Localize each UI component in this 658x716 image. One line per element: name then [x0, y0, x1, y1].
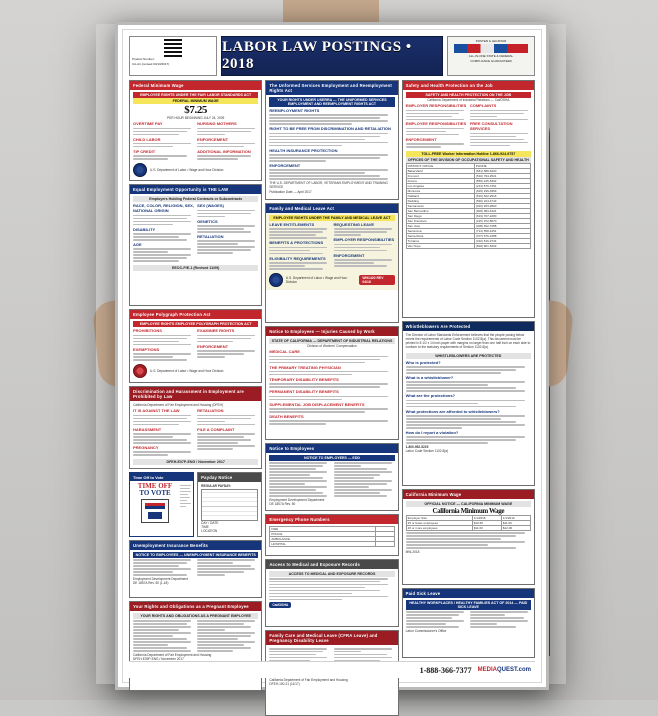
eeo-section-3: SEX (WAGES) — [197, 203, 224, 209]
emergency-label-3: HOSPITAL — [270, 541, 376, 546]
table-row: Los Angeles (213) 576-7451 — [406, 184, 530, 189]
panel-discrimination-harassment — [129, 386, 262, 469]
userra-section-1: RIGHT TO BE FREE FROM DISCRIMINATION AND RETALIATION — [269, 126, 391, 132]
table-row: Redding (530) 224-4743 — [406, 199, 530, 204]
injuries-section-5: DEATH BENEFITS — [269, 413, 304, 419]
product-number-label: Product Number: — [132, 57, 155, 61]
panel-employee-polygraph-protection-act — [129, 309, 262, 383]
injuries-section-1: THE PRIMARY TREATING PHYSICIAN — [269, 364, 341, 370]
userra-footer-band: Publication Date — April 2017 — [269, 189, 312, 194]
discrimination-section-4: FILE A COMPLAINT — [197, 426, 235, 432]
compliance-line1: POSTER & LEGISTAR — [475, 39, 507, 43]
panel-notice-to-employees — [265, 443, 398, 511]
fmw-wage-note: PER HOUR BEGINNING JULY 24, 2009 — [167, 116, 225, 120]
safety-section-1: EMPLOYEE RESPONSIBILITIES — [405, 121, 467, 127]
eppa-agency: U.S. Department of Labor • Wage and Hour Division — [150, 368, 224, 373]
panel-title-paid-sick-leave: Paid Sick Leave — [403, 589, 534, 598]
panel-equal-employment-opportunity — [129, 184, 262, 306]
panel-paid-sick-leave — [402, 588, 535, 658]
poster-column-right — [402, 80, 535, 658]
eeo-band: Employers Holding Federal Contracts or Subcontracts — [133, 196, 258, 202]
fmla-agency: U.S. Department of Labor • Wage and Hour Division — [285, 275, 348, 285]
dol-seal-icon-2 — [133, 364, 147, 378]
safety-hotline: 1-866-924-9757 — [489, 152, 516, 157]
panel-california-minimum-wage — [402, 489, 535, 585]
poster-title-banner — [221, 36, 443, 76]
cmw-header-0: Employer Size — [406, 516, 472, 521]
panel-time-off-to-vote — [129, 472, 194, 537]
footer-phone[interactable]: 1-888-366-7377 — [419, 665, 472, 675]
poster-header — [129, 36, 535, 76]
brand-name-blue: QUEST.com — [496, 667, 531, 673]
userra-subtitle: YOUR RIGHTS UNDER USERRA — THE UNIFORMED SERVICES EMPLOYMENT AND REEMPLOYMENT RIGHTS ACT — [269, 97, 394, 107]
table-row: Fremont (510) 794-2521 — [406, 174, 530, 179]
discrimination-agency: California Department of Fair Employment and Housing (DFEH) — [133, 403, 223, 408]
poster-column-left — [129, 80, 262, 662]
panel-title-safety-health: Safety and Health Protection on the Job — [403, 81, 534, 90]
panel-emergency-phone-numbers — [265, 514, 398, 556]
table-row: 26 or more employees $11.00 $12.00 — [406, 526, 530, 531]
labor-law-poster — [115, 22, 549, 690]
panel-title-time-off-to-vote: Time Off to Vote — [130, 473, 193, 481]
eppa-subtitle: EMPLOYEE RIGHTS EMPLOYEE POLYGRAPH PROTECTION ACT — [133, 321, 258, 327]
compliance-line3: COMPLIANCE GUARANTEED — [470, 59, 512, 63]
injuries-section-3: PERMANENT DISABILITY BENEFITS — [269, 389, 339, 395]
panel-title-injuries: Notice to Employees — Injuries Caused by Work — [266, 327, 397, 336]
injuries-section-0: MEDICAL CARE — [269, 349, 300, 355]
compliance-line2: ALL-IN-ONE STATE & FEDERAL — [468, 54, 514, 58]
fmla-subtitle: EMPLOYEE RIGHTS UNDER THE FAMILY AND MEDICAL LEAVE ACT — [269, 215, 394, 221]
psl-agency: Labor Commissioner's Office — [405, 629, 447, 634]
userra-section-2: HEALTH INSURANCE PROTECTION — [269, 147, 338, 153]
table-row: Bakersfield (661) 588-6400 — [406, 169, 530, 174]
table-row: Oakland (510) 622-2916 — [406, 194, 530, 199]
cfra-footer-band: DFEH-100-21 (11/17) — [269, 681, 300, 686]
whistleblower-lead: The Director of Labor Standards Enforcement believes that the people posing below meets the requirements of Labor Code Section 1102.8(a). This document must be printed in 8 1/2 x 14 inch paper with margins no larger than one half inch on each side to conform to the statutory requirements of Section 1102.8(a). — [405, 333, 531, 350]
panel-title-userra: The Unformed Services Employment and Reemployment Rights Act — [266, 81, 397, 95]
ca-minimum-wage-table — [406, 515, 531, 531]
qr-code-icon — [164, 39, 182, 57]
fmw-agency: U.S. Department of Labor • Wage and Hour Division — [150, 168, 224, 173]
table-row: Fresno (559) 445-5302 — [406, 179, 530, 184]
panel-access-medical-exposure-records — [265, 559, 398, 627]
poster-footer — [129, 661, 535, 678]
panel-federal-minimum-wage — [129, 80, 262, 181]
product-number-value: CA-A1 (revised 04/13/2017) — [132, 61, 170, 66]
panel-title-emergency-numbers: Emergency Phone Numbers — [266, 515, 397, 524]
nte-band: NOTICE TO EMPLOYEES — EDD — [269, 455, 394, 461]
whistleblower-q-3: What protections are afforded to whistleblowers? — [405, 408, 500, 414]
fmw-section-2: TIP CREDIT — [133, 148, 156, 154]
cmw-header-2: 1/1/2019 — [501, 516, 530, 521]
injuries-band: STATE OF CALIFORNIA — DEPARTMENT OF INDUSTRIAL RELATIONS — [269, 338, 394, 344]
payday-form-fields[interactable] — [201, 489, 258, 521]
access-band: ACCESS TO MEDICAL AND EXPOSURE RECORDS — [269, 571, 394, 577]
panel-title-ca-minimum-wage: California Minimum Wage — [403, 490, 534, 499]
injuries-subtitle: Division of Workers' Compensation — [307, 344, 357, 348]
panel-title-discrimination: Discrimination and Harassment in Employment are Prohibited by Law — [130, 387, 261, 401]
eeo-section-5: RETALIATION — [197, 233, 224, 239]
fmw-section-3: NURSING MOTHERS — [197, 121, 237, 127]
discrimination-section-2: PREGNANCY — [133, 445, 159, 451]
panel-safety-health-protection — [402, 80, 535, 318]
whistleblower-hotline: 1-800-952-5225 — [405, 445, 429, 450]
osha-table-header-0: DISTRICT OFFICE — [406, 164, 474, 169]
fmw-section-5: ADDITIONAL INFORMATION — [197, 148, 251, 154]
panel-fmla — [265, 203, 398, 323]
eppa-section-3: ENFORCEMENT — [197, 343, 229, 349]
emergency-label-0: FIRE — [270, 526, 376, 531]
safety-section-4: FREE CONSULTATION SERVICES — [469, 121, 513, 132]
emergency-label-1: POLICE — [270, 531, 376, 536]
userra-section-4: THE U.S. DEPARTMENT OF LABOR, VETERANS EMPLOYMENT AND TRAINING SERVICE — [269, 181, 388, 190]
whistleblower-q-1: What is a whistleblower? — [405, 374, 454, 380]
eppa-section-1: EXEMPTIONS — [133, 346, 160, 352]
fmla-section-2: ELIGIBILITY REQUIREMENTS — [269, 255, 326, 261]
cmw-subtitle: California Minimum Wage — [432, 507, 505, 515]
panel-injuries-caused-by-work — [265, 326, 398, 440]
safety-section-0: EMPLOYER RESPONSIBILITIES — [405, 103, 467, 109]
safety-table-title: OFFICES OF THE DIVISION OF OCCUPATIONAL SAFETY AND HEALTH — [406, 157, 531, 163]
whistleblower-q-2: What are the protections? — [405, 393, 455, 399]
emergency-label-2: AMBULANCE — [270, 536, 376, 541]
cfra-agency: California Department of Fair Employment and Housing — [269, 677, 348, 682]
table-row: San Bernardino (909) 383-4321 — [406, 209, 530, 214]
cal-osha-logo: Cal/OSHA — [269, 602, 291, 608]
fmla-section-5: ENFORCEMENT — [333, 252, 365, 258]
cmw-band: OFFICIAL NOTICE — CALIFORNIA MINIMUM WAGE — [406, 501, 531, 507]
eeo-footer-band: EEOC-P/E-1 (Revised 11/09) — [133, 265, 258, 271]
brand-name-red: MEDIA — [477, 667, 497, 673]
whistleblower-q-4: How do I report a violation? — [405, 429, 459, 435]
discrimination-section-3: RETALIATION — [197, 408, 224, 414]
table-row: Van Nuys (818) 901-5403 — [406, 244, 530, 249]
panel-title-payday-notice: Payday Notice — [198, 473, 261, 482]
injuries-section-2: TEMPORARY DISABILITY BENEFITS — [269, 376, 339, 382]
discrimination-section-0: IT IS AGAINST THE LAW — [133, 408, 180, 414]
panel-userra — [265, 80, 398, 200]
fmw-subtitle: EMPLOYEE RIGHTS UNDER THE FAIR LABOR STANDARDS ACT — [133, 92, 258, 98]
vote-art-line2: TO VOTE — [139, 489, 171, 498]
panel-unemployment-insurance-benefits — [129, 540, 262, 598]
cmw-footer-band: MW-2018 — [405, 550, 420, 555]
fmw-section-4: ENFORCEMENT — [197, 136, 229, 142]
panel-title-fmla: Family and Medical Leave Act — [266, 204, 397, 213]
fmla-section-3: REQUESTING LEAVE — [333, 222, 375, 227]
safety-section-3: COMPLAINTS — [469, 103, 497, 109]
poster-column-middle — [265, 80, 398, 686]
compliance-badge-box — [447, 36, 535, 76]
whistleblower-section-head: WHISTLEBLOWERS ARE PROTECTED — [406, 353, 531, 359]
table-row: San Diego (619) 767-2280 — [406, 214, 530, 219]
eeo-section-0: RACE, COLOR, RELIGION, SEX, NATIONAL ORIGIN — [133, 203, 194, 214]
table-row: San Francisco (415) 972-8670 — [406, 219, 530, 224]
panel-payday-notice — [197, 472, 262, 537]
osha-table-header-1: PHONE — [474, 164, 530, 169]
discrimination-footer-band: DFEH-E07P-ENG / November 2017 — [133, 459, 258, 465]
eeo-section-2: AGE — [133, 241, 142, 247]
panel-title-eppa: Employee Polygraph Protection Act — [130, 310, 261, 319]
fmw-band: FEDERAL MINIMUM WAGE — [133, 98, 258, 104]
psl-band: HEALTHY WORKPLACES / HEALTHY FAMILIES ACT OF 2014 — PAID SICK LEAVE — [406, 600, 531, 610]
table-row: Monrovia (626) 239-0369 — [406, 189, 530, 194]
pregnancy-footer-band: DFEH-E09P-ENG / November 2017 — [133, 657, 184, 662]
table-row: Santa Ana (714) 558-4451 — [406, 229, 530, 234]
discrimination-section-1: HARASSMENT — [133, 426, 162, 432]
safety-section-2: ENFORCEMENT — [405, 136, 437, 142]
poster-title: LABOR LAW POSTINGS • 2018 — [222, 39, 412, 72]
eeo-section-1: DISABILITY — [133, 226, 156, 232]
eppa-section-0: PROHIBITIONS — [133, 328, 162, 334]
fmw-section-0: OVERTIME PAY — [133, 121, 163, 127]
table-row: 25 or fewer employees $10.50 $11.00 — [406, 521, 530, 526]
table-row: Santa Rosa (707) 576-2388 — [406, 234, 530, 239]
emergency-numbers-table[interactable] — [269, 526, 394, 547]
pregnancy-band: YOUR RIGHTS AND OBLIGATIONS AS A PREGNANT EMPLOYEE — [133, 613, 258, 619]
product-number-box — [129, 36, 217, 76]
eppa-section-2: EXAMINEE RIGHTS — [197, 328, 235, 334]
vote-art-line1: TIME OFF — [137, 482, 173, 491]
pregnancy-agency: California Department of Fair Employment and Housing — [133, 653, 212, 658]
panel-title-cfra-pdl: Family Care and Medical Leave (CFRA Leave) and Pregnancy Disability Leave — [266, 631, 397, 645]
eeo-section-4: GENETICS — [197, 218, 218, 224]
ballot-box-icon — [141, 499, 169, 523]
panel-title-access-records: Access to Medical and Exposure Records — [266, 560, 397, 569]
ui-agency: Employment Development Department — [133, 577, 188, 582]
ui-footer-band: DE 1857A Rev. 50 (1-18) — [133, 581, 169, 586]
payday-field-1: DAY / DATE — [201, 520, 219, 525]
table-row: San Jose (408) 452-7288 — [406, 224, 530, 229]
brand-logo — [478, 667, 531, 673]
vote-artwork — [132, 483, 178, 523]
panel-title-pregnant-employee: Your Rights and Obligations as a Pregnant Employee — [130, 602, 261, 611]
panel-title-notice-to-employees: Notice to Employees — [266, 444, 397, 453]
payday-field-3: LOCATION — [201, 528, 218, 533]
wh-seal-icon — [269, 273, 283, 287]
ui-band: NOTICE TO EMPLOYEES — UNEMPLOYMENT INSURANCE BENEFITS — [133, 552, 258, 558]
fmla-section-0: LEAVE ENTITLEMENTS — [269, 222, 315, 227]
panel-title-whistleblowers: Whistleblowers Are Protected — [403, 322, 534, 331]
table-row: Torrance (310) 516-3734 — [406, 239, 530, 244]
payday-field-2: TIME — [201, 524, 209, 529]
poster-inner-border — [122, 29, 542, 686]
panel-title-federal-minimum-wage: Federal Minimum Wage — [130, 81, 261, 90]
safety-hotline-label: TOLL-FREE Worker Information Hotline — [421, 152, 489, 157]
fmw-wage: $7.25 — [184, 104, 208, 116]
whistleblower-q-0: Who is protected? — [405, 359, 441, 365]
nte-agency: Employment Development Department — [269, 498, 325, 503]
payday-field-0: REGULAR PAYDAY: — [201, 484, 232, 489]
panel-whistleblowers-protected — [402, 321, 535, 486]
panel-title-ui-benefits: Unemployment Insurance Benefits — [130, 541, 261, 550]
safety-band: SAFETY AND HEALTH PROTECTION ON THE JOB — [406, 92, 531, 98]
flag-strip-icon — [454, 44, 528, 53]
fmla-section-4: EMPLOYER RESPONSIBILITIES — [333, 237, 395, 243]
safety-agency: California Department of Industrial Relations — Cal/OSHA — [427, 98, 510, 102]
userra-section-3: ENFORCEMENT — [269, 162, 301, 168]
dol-seal-icon — [133, 163, 147, 177]
cmw-header-1: 1/1/2018 — [472, 516, 501, 521]
userra-section-0: REEMPLOYMENT RIGHTS — [269, 108, 320, 113]
fmw-section-1: CHILD LABOR — [133, 136, 161, 142]
table-row: Sacramento (916) 263-2800 — [406, 204, 530, 209]
osha-offices-table — [406, 163, 531, 249]
injuries-section-4: SUPPLEMENTAL JOB DISPLACEMENT BENEFITS — [269, 401, 365, 407]
whistleblower-footer-band: Labor Code Section 1102.8(a) — [405, 449, 449, 454]
fmla-section-1: BENEFITS & PROTECTIONS — [269, 240, 324, 246]
panel-title-eeo: Equal Employment Opportunity is THE LAW — [130, 185, 261, 194]
nte-footer-band: DE 1857A Rev. 50 — [269, 502, 296, 507]
whd-logo: WH1420 REV 04/16 — [359, 275, 394, 285]
